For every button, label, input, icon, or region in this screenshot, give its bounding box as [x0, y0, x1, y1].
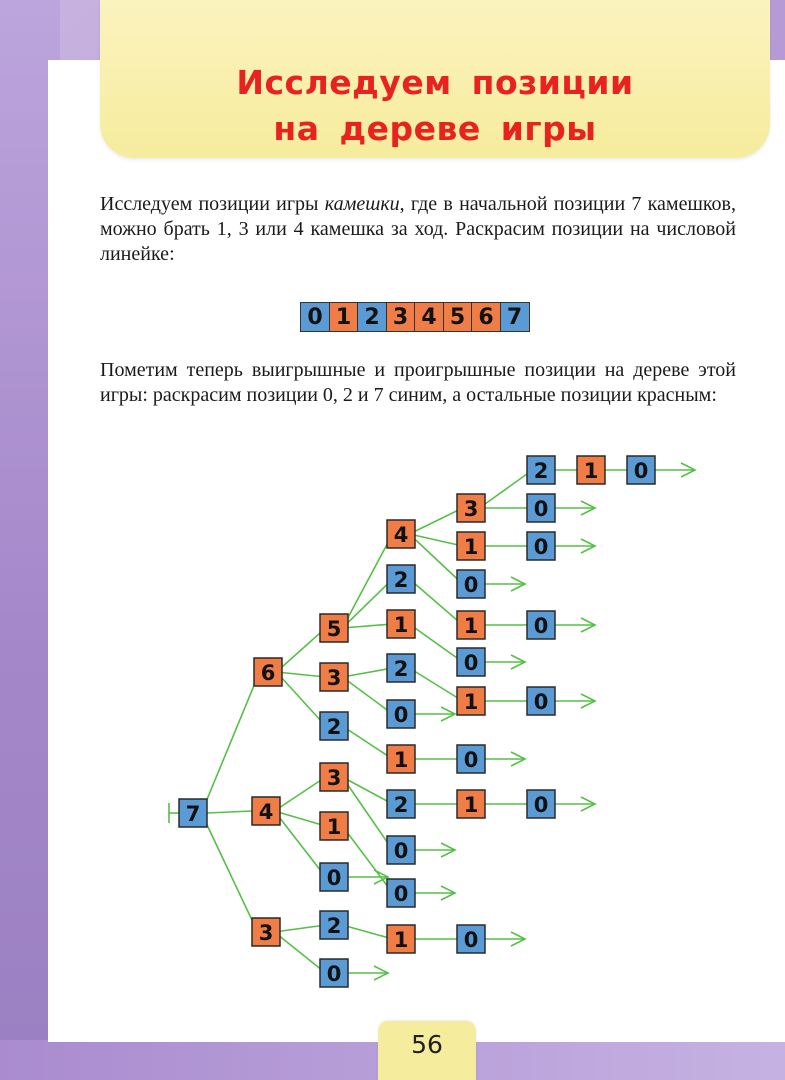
tree-node: [527, 456, 555, 484]
tree-node-label: 3: [326, 766, 342, 790]
tree-node-label: 0: [533, 614, 549, 638]
terminal-arrow: [485, 655, 525, 669]
number-line-cell-3: 3: [386, 302, 416, 332]
tree-node-label: 0: [533, 535, 549, 559]
tree-node: [387, 565, 415, 593]
tree-edge: [342, 668, 392, 677]
tree-edge: [479, 470, 532, 508]
terminal-arrow: [555, 694, 595, 708]
tree-node-label: 5: [326, 617, 342, 641]
tree-node: [320, 614, 348, 642]
tree-node: [254, 658, 282, 686]
tree-node: [457, 532, 485, 560]
intro-text-start: Исследуем позиции игры: [100, 193, 325, 215]
tree-edge: [274, 932, 325, 973]
tree-node: [387, 836, 415, 864]
tree-node: [252, 797, 280, 825]
tree-node-label: 0: [326, 866, 342, 890]
number-line-cell-5: 5: [443, 302, 473, 332]
terminal-arrow: [555, 797, 595, 811]
tree-node: [387, 654, 415, 682]
tree-edge: [342, 624, 392, 628]
tree-edge: [276, 672, 325, 677]
title-line-1: Исследуем позиции: [236, 63, 634, 102]
tree-edge: [409, 534, 462, 546]
tree-node: [179, 799, 207, 827]
tree-node: [627, 456, 655, 484]
number-line-cell-0: 0: [300, 302, 330, 332]
tree-edge: [276, 628, 325, 672]
tree-node: [320, 863, 348, 891]
tree-edge: [409, 508, 462, 534]
tree-node-label: 3: [326, 666, 342, 690]
tree-edge: [342, 726, 392, 759]
tree-node: [387, 610, 415, 638]
tree-node: [527, 687, 555, 715]
tree-node: [252, 918, 280, 946]
tree-edge: [274, 925, 325, 932]
tree-node-label: 0: [533, 690, 549, 714]
tree-edge: [342, 777, 392, 850]
terminal-arrow: [555, 618, 595, 632]
tree-node-label: 1: [393, 748, 409, 772]
tree-node: [320, 663, 348, 691]
tree-node: [320, 812, 348, 840]
tree-node-label: 6: [260, 661, 276, 685]
tree-node: [387, 745, 415, 773]
tree-edge: [409, 534, 462, 584]
terminal-arrow: [555, 501, 595, 515]
tree-edge: [201, 813, 257, 932]
tree-edge: [342, 826, 392, 893]
tree-node-label: 4: [393, 523, 409, 547]
tree-node: [457, 570, 485, 598]
tree-node-label: 2: [533, 459, 549, 483]
tree-node-label: 1: [463, 793, 479, 817]
tree-node: [457, 494, 485, 522]
tree-node: [387, 700, 415, 728]
tree-node-label: 0: [463, 928, 479, 952]
tree-node-label: 1: [393, 613, 409, 637]
tree-node-label: 0: [393, 839, 409, 863]
tree-node-label: 1: [463, 614, 479, 638]
tree-node: [320, 712, 348, 740]
tree-node-label: 2: [326, 914, 342, 938]
terminal-arrow: [415, 843, 455, 857]
tree-node-label: 2: [393, 568, 409, 592]
tree-node: [527, 790, 555, 818]
intro-text-end: , где в начальной позиции 7 камешков, можно брать 1, 3 или 4 камешка за ход. Раскрасим позиции на числовой линейке:: [100, 193, 736, 265]
tree-node-label: 1: [463, 690, 479, 714]
tree-edge: [276, 672, 325, 726]
tree-edge: [342, 777, 392, 804]
tree-node-label: 0: [393, 882, 409, 906]
tree-edge: [274, 811, 325, 826]
tree-node-label: 4: [258, 800, 274, 824]
terminal-arrow: [555, 539, 595, 553]
tree-node: [457, 790, 485, 818]
tree-node-label: 7: [185, 802, 201, 826]
terminal-arrow: [415, 707, 455, 721]
tree-node: [387, 790, 415, 818]
terminal-arrow: [485, 577, 525, 591]
tree-edge: [201, 672, 259, 813]
tree-node-label: 0: [533, 497, 549, 521]
tree-node-label: 0: [633, 459, 649, 483]
number-line-cell-6: 6: [471, 302, 501, 332]
tree-node: [527, 611, 555, 639]
tree-edges: [169, 463, 695, 980]
tree-node: [457, 925, 485, 953]
tree-node-label: 1: [326, 815, 342, 839]
tree-node: [320, 959, 348, 987]
tree-node-label: 0: [533, 793, 549, 817]
page-number: 56: [411, 1030, 443, 1059]
tree-edge: [409, 624, 462, 662]
number-line-cell-4: 4: [414, 302, 444, 332]
tree-node-label: 3: [258, 921, 274, 945]
tree-node: [320, 763, 348, 791]
terminal-arrow: [485, 932, 525, 946]
tree-edge: [274, 777, 325, 811]
tree-node-label: 1: [393, 928, 409, 952]
tree-node-label: 1: [463, 535, 479, 559]
number-line-cell-1: 1: [329, 302, 359, 332]
tree-node: [320, 911, 348, 939]
tree-node-label: 2: [326, 715, 342, 739]
tree-node: [457, 745, 485, 773]
terminal-arrow: [348, 966, 388, 980]
tree-node-label: 1: [583, 459, 599, 483]
tree-node: [387, 520, 415, 548]
tree-node: [387, 879, 415, 907]
tree-node: [527, 494, 555, 522]
tree-node-label: 0: [463, 573, 479, 597]
terminal-arrow: [348, 870, 388, 884]
tree-edge: [342, 677, 392, 714]
tree-node-label: 2: [393, 793, 409, 817]
tree-node-label: 0: [463, 651, 479, 675]
tree-node: [527, 532, 555, 560]
tree-node-label: 0: [463, 748, 479, 772]
tree-edge: [409, 668, 462, 701]
tree-node-label: 0: [393, 703, 409, 727]
tree-edge: [274, 811, 325, 877]
tree-edge: [342, 534, 392, 628]
number-line-cell-7: 7: [500, 302, 530, 332]
tree-edge: [342, 579, 392, 628]
tree-edge: [409, 579, 462, 625]
tree-node: [387, 925, 415, 953]
number-line-cell-2: 2: [357, 302, 387, 332]
title-line-2: на дереве игры: [273, 109, 597, 148]
tree-node: [457, 648, 485, 676]
tree-node: [457, 687, 485, 715]
tree-node-label: 3: [463, 497, 479, 521]
tree-node-label: 2: [393, 657, 409, 681]
tree-paragraph: Пометим теперь выигрышные и проигрышные позиции на дереве этой игры: раскрасим позиции 0, 2 и 7 синим, а остальные позиции красным:: [100, 359, 736, 406]
terminal-arrow: [655, 463, 695, 477]
tree-node: [577, 456, 605, 484]
tree-node: [457, 611, 485, 639]
tree-edge: [207, 811, 252, 813]
tree-edge: [342, 925, 392, 939]
terminal-arrow: [485, 752, 525, 766]
tree-node-label: 0: [326, 962, 342, 986]
game-name: камешки: [324, 193, 400, 215]
terminal-arrow: [415, 886, 455, 900]
